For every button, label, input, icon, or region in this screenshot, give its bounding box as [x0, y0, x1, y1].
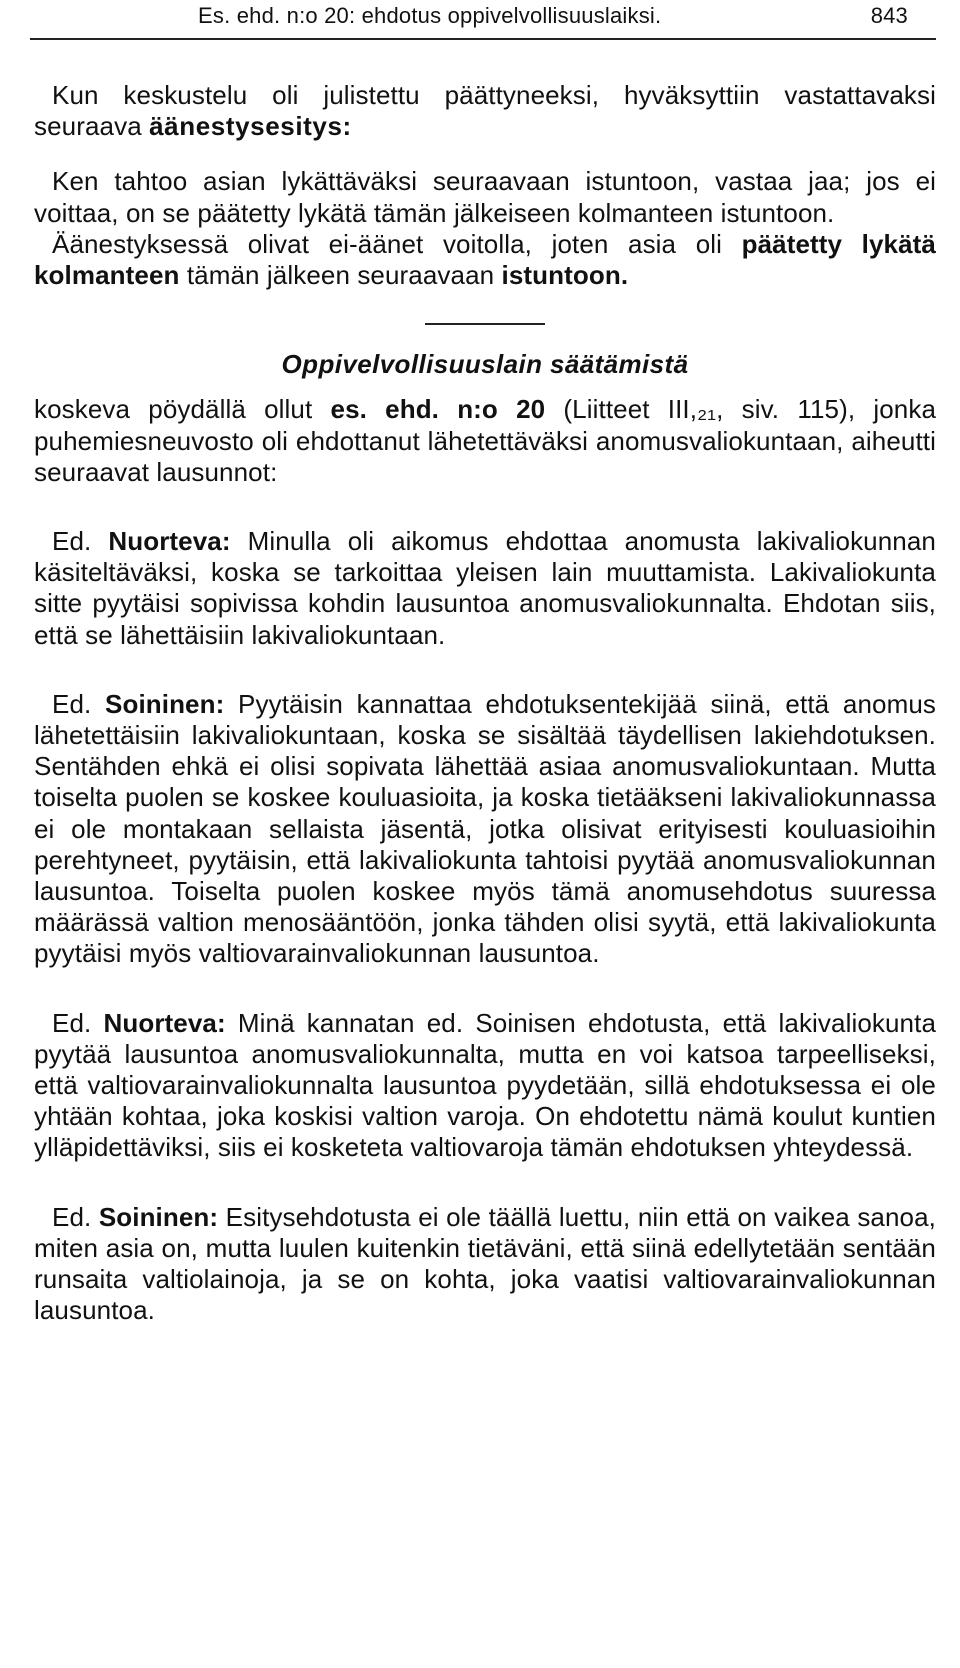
speech-prefix: Ed. — [52, 526, 109, 557]
speech-paragraph — [34, 1202, 936, 1327]
speech-paragraph — [34, 526, 936, 651]
intro-bold: äänestysesitys: — [149, 111, 352, 142]
speaker-name: Soininen: — [105, 688, 225, 719]
result-text-2: tämän jälkeen seuraavaan — [179, 260, 502, 291]
page-number: 843 — [870, 3, 908, 28]
main-text — [34, 80, 936, 1327]
running-title: Es. ehd. n:o 20: ehdotus oppivelvollisuuslaiksi. — [198, 3, 662, 28]
lead-text-1: koskeva pöydällä ollut — [34, 394, 331, 425]
result-text-1: Äänestyksessä olivat ei-äänet voitolla, joten asia oli — [52, 228, 742, 259]
intro-text: Kun keskustelu oli julistettu päättyneeksi, hyväksyttiin vastattavaksi seuraava — [34, 80, 936, 142]
speech-text: Esitysehdotusta ei ole täällä luettu, niin että on vaikea sanoa, miten asia on, mutta luulen kuitenkin tietäväni, että siinä edellytetään sentään runsaita valtiolainoja, ja se on kohta, joka vaatisi valtiovarainvaliokunnan lausuntoa. — [34, 1201, 936, 1326]
section-title: Oppivelvollisuuslain säätämistä — [281, 349, 689, 380]
speaker-name: Nuorteva: — [108, 526, 231, 557]
speech-text: Minä kannatan ed. Soinisen ehdotusta, että lakivaliokunta pyytää lausuntoa anomusvaliokunnalta, mutta en voi katsoa tarpeelliseksi, että valtiovarainvaliokunnalta lausuntoa pyydetään, sillä ehdotuksessa ei ole yhtään kohtaa, joka koskisi valtion varoja. On ehdotettu nämä koulut kuntien ylläpidettäviksi, siis ei kosketeta valtiovaroja tämän ehdotuksen yhteydessä. — [34, 1007, 937, 1163]
speech-prefix: Ed. — [52, 688, 106, 719]
speech-text: Pyytäisin kannattaa ehdotuksentekijää siinä, että anomus lähetettäisiin lakivaliokuntaan, koska se sisältää täydellisen lakiehdotuksen. Sentähden ehkä ei olisi sopivata lähettää asiaa anomusvaliokuntaan. Mutta toiselta puolen se koskee kouluasioita, ja koska tietääkseni lakivaliokunnassa ei ole montakaan sellaista jäsentä, jotka olisivat erityisesti kouluasioihin perehtyneet, pyytäisin, että lakivaliokunta tahtoisi pyytää anomusvaliokunnan lausuntoa. Toiselta puolen koskee myös tämä anomusehdotus suuressa määrässä valtion menosääntöön, jonka tähden olisi syytä, että lakivaliokunta pyytäisi myös valtiovarainvaliokunnan lausuntoa. — [34, 688, 936, 969]
lead-text-2: (Liitteet III,₂₁, siv. 115), jonka puhemiesneuvosto oli ehdottanut lähetettäväksi anomusvaliokuntaan, aiheutti seuraavat lausunnot: — [34, 394, 937, 487]
voting-result — [34, 229, 936, 291]
section-divider — [425, 323, 545, 325]
lead-bold: es. ehd. n:o 20 — [330, 394, 546, 425]
speech-paragraph — [34, 1008, 936, 1164]
result-bold-2: istuntoon. — [501, 260, 629, 291]
intro-paragraph — [34, 80, 936, 142]
speech-paragraph — [34, 689, 936, 970]
speech-prefix: Ed. — [52, 1201, 99, 1232]
voting-proposal: Ken tahtoo asian lykättäväksi seuraavaan istuntoon, vastaa jaa; jos ei voittaa, on se päätetty lykätä tämän jälkeiseen kolmanteen istuntoon. — [34, 166, 936, 228]
result-bold-1: päätetty lykätä kolmanteen — [34, 228, 936, 291]
speech-prefix: Ed. — [52, 1007, 104, 1038]
speech-text: Minulla oli aikomus ehdottaa anomusta lakivaliokunnan käsiteltäväksi, koska se tarkoittaa yleisen lain muuttamista. Lakivaliokunta sitte pyytäisi sopivissa kohdin lausuntoa anomusvaliokunnalta. Ehdotan siis, että se lähettäisiin lakivaliokuntaan. — [34, 526, 936, 650]
running-header — [52, 0, 908, 42]
section-lead — [34, 394, 936, 488]
speaker-name: Nuorteva: — [103, 1007, 226, 1038]
speaker-name: Soininen: — [98, 1201, 219, 1232]
header-rule — [30, 38, 936, 40]
